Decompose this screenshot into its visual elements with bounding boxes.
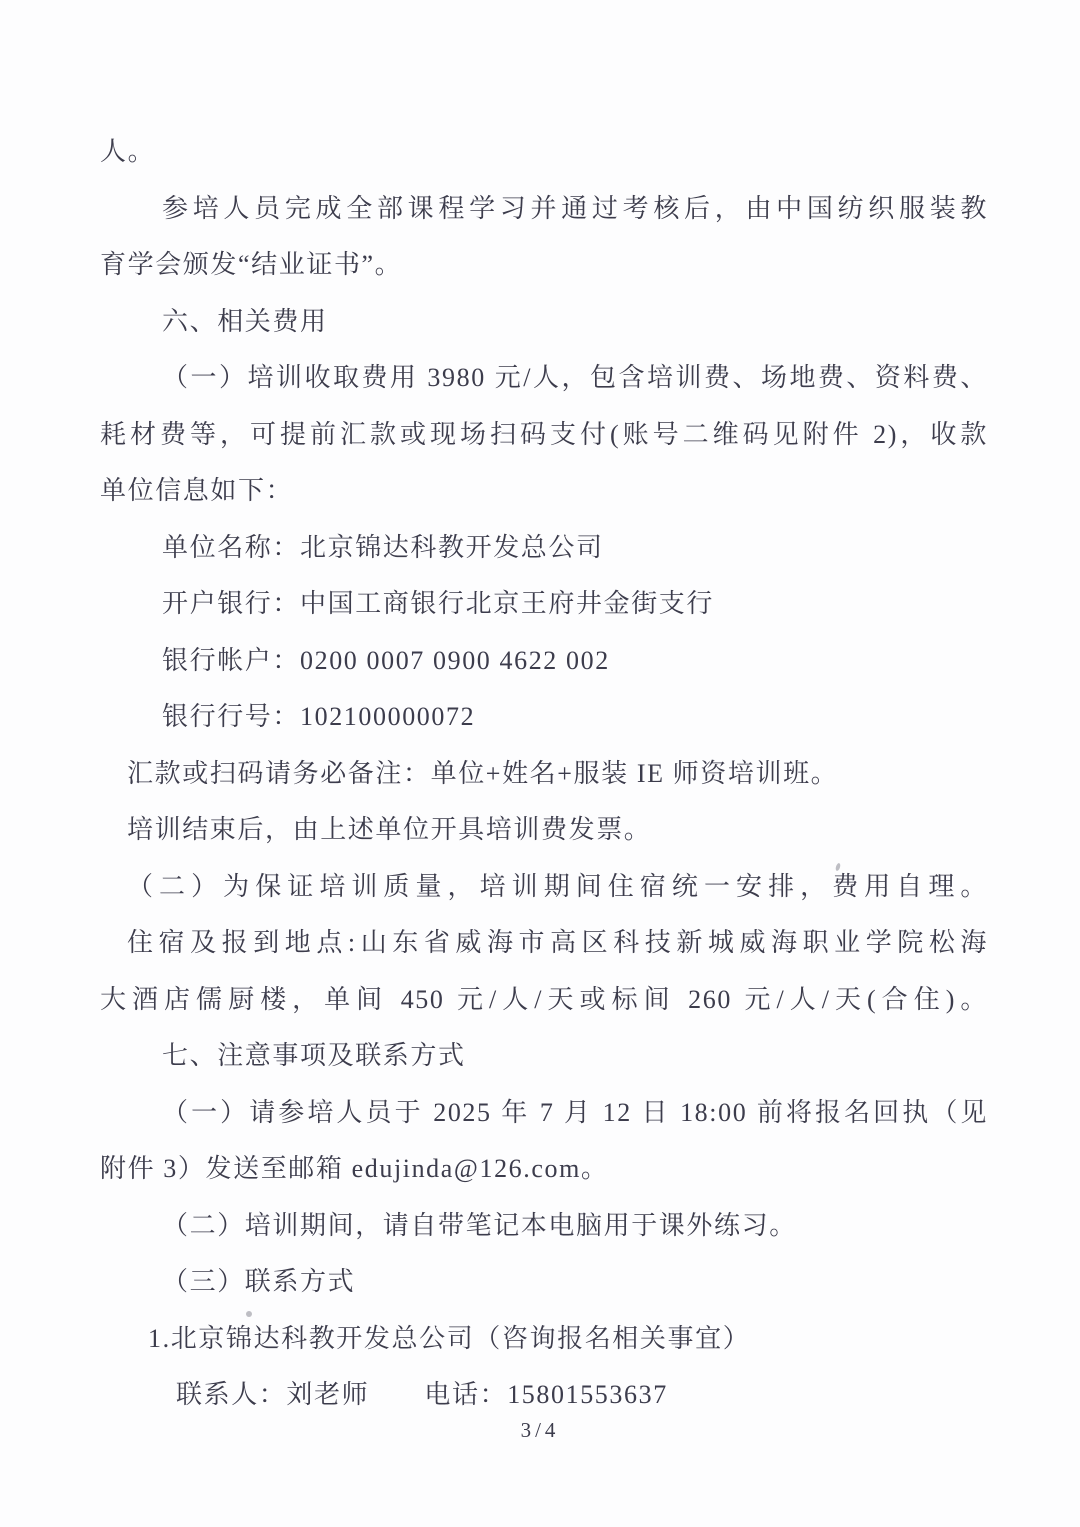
section-heading: 六、相关费用 [162, 306, 328, 336]
lodging-price: 大酒店儒厨楼，单间 450 元/人/天或标间 260 元/人/天(合住)。 [100, 984, 988, 1014]
document-line: （一）培训收取费用 3980 元/人，包含培训费、场地费、资料费、 [162, 363, 988, 392]
remittance-note: 汇款或扫码请务必备注：单位+姓名+服装 IE 师资培训班。 [127, 758, 839, 788]
section-heading: 七、注意事项及联系方式 [162, 1041, 466, 1070]
document-line: 单位信息如下： [100, 476, 294, 505]
document-line: 耗材费等，可提前汇款或现场扫码支付(账号二维码见附件 2)，收款 [100, 419, 988, 449]
document-line: （一）请参培人员于 2025 年 7 月 12 日 18:00 前将报名回执（见 [162, 1097, 988, 1127]
payee-bank-code: 银行行号：102100000072 [162, 702, 476, 731]
document-line: 人。 [100, 137, 156, 166]
document-line: 参培人员完成全部课程学习并通过考核后，由中国纺织服装教 [162, 193, 988, 223]
lodging-address: 住宿及报到地点:山东省威海市高区科技新城威海职业学院松海 [127, 928, 988, 957]
payee-bank-account: 银行帐户：0200 0007 0900 4622 002 [162, 645, 610, 675]
contact-person-phone: 联系人：刘老师 电话：15801553637 [176, 1380, 668, 1409]
payee-unit-name: 单位名称：北京锦达科教开发总公司 [162, 532, 604, 562]
document-line: （二）为保证培训质量，培训期间住宿统一安排，费用自理。 [127, 871, 988, 901]
document-line: 育学会颁发“结业证书”。 [100, 250, 403, 279]
page-number: 3/4 [520, 1418, 560, 1442]
invoice-note: 培训结束后，由上述单位开具培训费发票。 [127, 815, 652, 844]
scan-artifact [246, 1311, 252, 1317]
contact-company: 1.北京锦达科教开发总公司（咨询报名相关事宜） [148, 1323, 751, 1353]
payee-bank-name: 开户银行：中国工商银行北京王府井金街支行 [162, 589, 715, 618]
document-line: （二）培训期间，请自带笔记本电脑用于课外练习。 [162, 1210, 797, 1240]
contact-heading: （三）联系方式 [162, 1267, 356, 1296]
registration-email: 附件 3）发送至邮箱 edujinda@126.com。 [100, 1154, 609, 1183]
document-body [100, 124, 988, 1424]
